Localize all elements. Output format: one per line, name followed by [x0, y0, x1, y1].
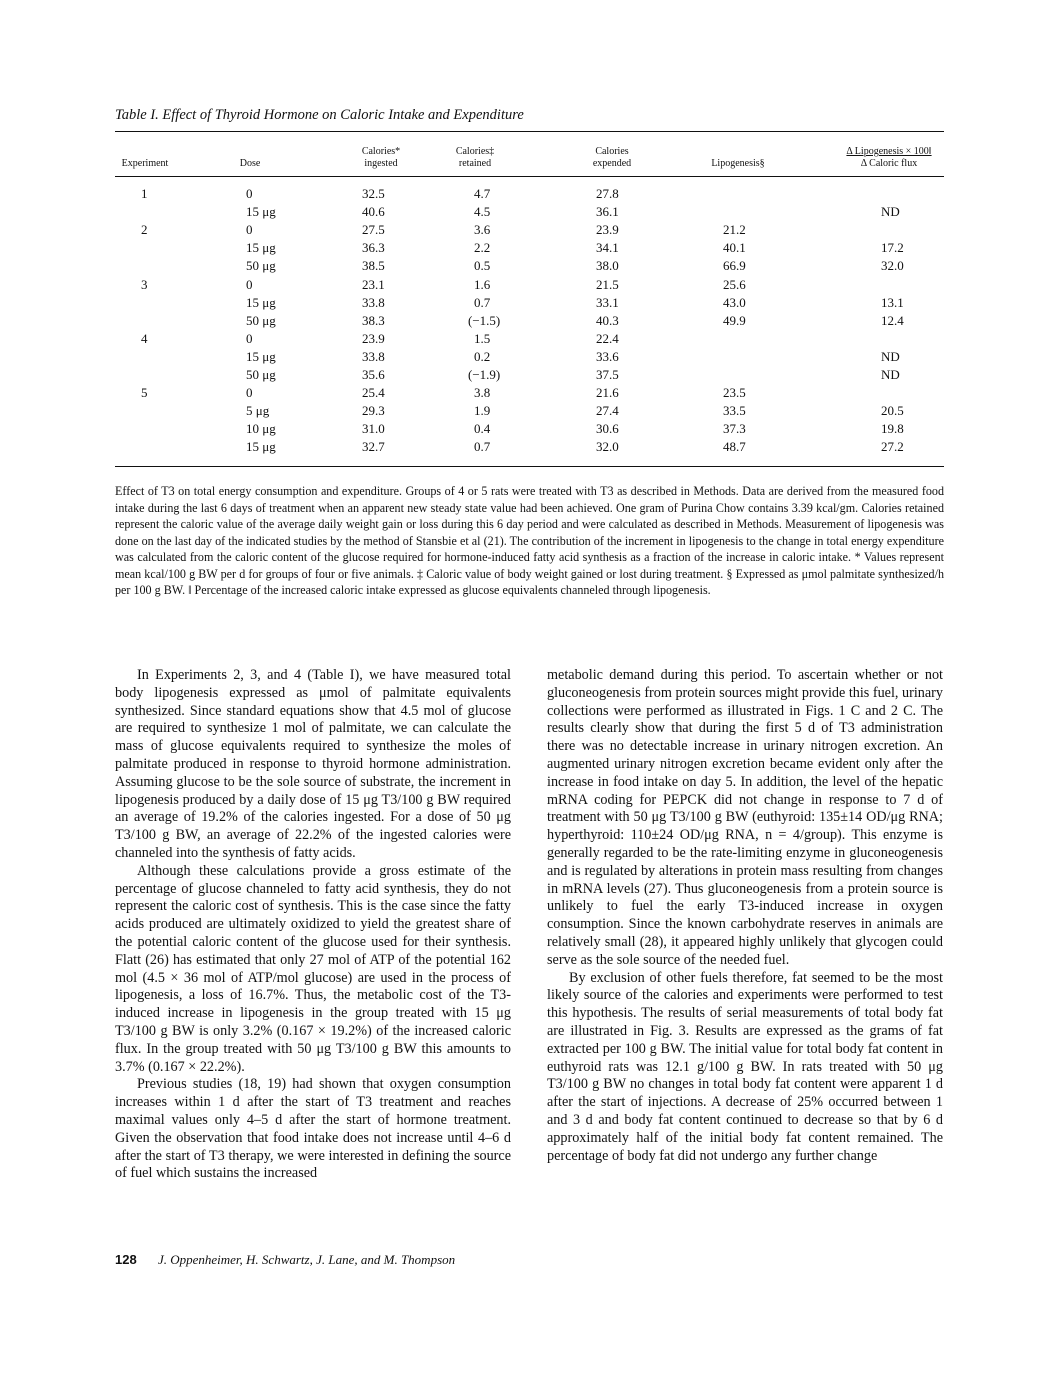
- cell-ingested: 38.3: [362, 312, 385, 328]
- cell-expended: 33.6: [596, 348, 619, 364]
- cell-ratio: 13.1: [881, 294, 904, 310]
- cell-ingested: 27.5: [362, 222, 385, 238]
- cell-dose: 50 μg: [246, 258, 276, 274]
- cell-ratio: 17.2: [881, 240, 904, 256]
- cell-dose: 0: [246, 330, 253, 346]
- cell-expended: 36.1: [596, 204, 619, 220]
- cell-dose: 0: [246, 186, 253, 201]
- cell-retained: 0.5: [474, 258, 491, 274]
- cell-ratio: 27.2: [881, 439, 904, 455]
- cell-dose: 10 μg: [246, 421, 276, 437]
- header-calories-retained-2: retained: [458, 158, 492, 169]
- header-calories-expended-1: Calories: [595, 146, 629, 157]
- cell-expended: 37.5: [596, 367, 619, 382]
- cell-lipogenesis: 37.3: [723, 421, 746, 437]
- cell-retained: 2.2: [474, 240, 491, 256]
- cell-ratio: 32.0: [881, 258, 904, 274]
- body-paragraph: Previous studies (18, 19) had shown that oxygen consumption increases within 1 d after the start of T3 treatment and reaches maximal values only 4–5 d after the start of hormone treatment. Given the observation that food intake does not increase until 4–6 d after the start of T3 therapy, we were interested in defining the source of fuel which sustains the increased: [115, 1076, 511, 1182]
- cell-exp: 3: [141, 276, 148, 292]
- page-footer: [115, 1252, 455, 1268]
- cell-ratio: 20.5: [881, 403, 904, 419]
- cell-dose: 15 μg: [246, 204, 276, 220]
- cell-retained: 1.6: [474, 276, 491, 292]
- table-caption: Effect of T3 on total energy consumption and expenditure. Groups of 4 or 5 rats were treated with T3 as described in Methods. Data are derived from the measured food intake during the last 6 days of treatment when an apparent new steady state value had been achieved. One gram of Purina Chow contains 3.39 kcal/gm. Calories retained represent the caloric value of the average daily weight gain or loss during this 6 day period and were calculated as described in Methods. Measurement of lipogenesis was done on the last day of the indicated studies by the method of Stansbie et al (21). The contribution of the increment in lipogenesis to the change in total energy expenditure was calculated from the caloric content of the glucose required for hormone-induced fatty acid synthesis as a fraction of the increase in caloric intake. * Values represent mean kcal/100 g BW per d for groups of four or five animals. ‡ Caloric value of body weight gained or lost during treatment. § Expressed as μmol palmitate synthesized/h per 100 g BW. ‖ Percentage of the increased caloric intake expressed as glucose equivalents channeled through lipogenesis.: [115, 484, 944, 597]
- cell-ingested: 23.9: [362, 330, 385, 346]
- body-paragraph: In Experiments 2, 3, and 4 (Table I), we have measured total body lipogenesis expressed as μmol of palmitate equivalents synthesized. Since standard equations show that 4.5 mol of glucose are required to synthesize 1 mol of palmitate, we can calculate the mass of glucose equivalents required to synthesize the moles of palmitate produced in response to thyroid hormone administration. Assuming glucose to be the sole source of substrate, the increment in lipogenesis produced by a daily dose of 15 μg T3/100 g BW required an average of 19.2% of the calories ingested. For a dose of 50 μg T3/100 g BW, an average of 22.2% of the ingested calories were channeled into the synthesis of fatty acids.: [115, 667, 511, 861]
- cell-retained: 3.8: [474, 385, 491, 401]
- page-number: 128: [115, 1252, 137, 1267]
- table-bottom-rule: [115, 466, 944, 467]
- cell-exp: 5: [141, 385, 148, 401]
- cell-expended: 21.6: [596, 385, 619, 401]
- cell-ingested: 35.6: [362, 367, 385, 382]
- cell-expended: 22.4: [596, 330, 619, 346]
- header-calories-ingested-1: Calories*: [361, 146, 401, 157]
- footer-authors: J. Oppenheimer, H. Schwartz, J. Lane, and M. Thompson: [157, 1252, 456, 1267]
- cell-retained: 1.5: [474, 330, 491, 346]
- cell-expended: 33.1: [596, 294, 619, 310]
- cell-expended: 30.6: [596, 421, 619, 437]
- table-header-rule: [115, 176, 944, 177]
- cell-ingested: 33.8: [362, 348, 385, 364]
- header-lipogenesis: Lipogenesis§: [711, 158, 765, 169]
- cell-lipogenesis: 66.9: [723, 258, 746, 274]
- header-calories-ingested-2: ingested: [364, 158, 398, 169]
- cell-lipogenesis: 40.1: [723, 240, 746, 256]
- cell-expended: 40.3: [596, 312, 619, 328]
- cell-lipogenesis: 43.0: [723, 294, 746, 310]
- cell-dose: 15 μg: [246, 348, 276, 364]
- cell-ingested: 40.6: [362, 204, 385, 220]
- cell-ingested: 32.5: [362, 186, 385, 201]
- cell-ratio: ND: [881, 204, 900, 220]
- cell-ingested: 32.7: [362, 439, 385, 455]
- cell-retained: (−1.9): [468, 367, 501, 382]
- cell-lipogenesis: 23.5: [723, 385, 746, 401]
- cell-exp: 4: [141, 330, 148, 346]
- header-dose: Dose: [239, 158, 261, 169]
- cell-ratio: ND: [881, 348, 900, 364]
- cell-retained: 4.5: [474, 204, 491, 220]
- cell-lipogenesis: 21.2: [723, 222, 746, 238]
- cell-ratio: ND: [881, 367, 900, 382]
- body-column-right: [547, 667, 943, 1165]
- cell-dose: 15 μg: [246, 294, 276, 310]
- cell-lipogenesis: 25.6: [723, 276, 746, 292]
- cell-retained: 3.6: [474, 222, 491, 238]
- cell-retained: 0.7: [474, 439, 491, 455]
- body-paragraph: By exclusion of other fuels therefore, fat seemed to be the most likely source of the calories and experiments were performed to test this hypothesis. The results of serial measurements of total body fat are illustrated in Fig. 3. Results are expressed as the grams of fat extracted per 100 g BW. The initial value for total body fat content in euthyroid rats was 12.1 g/100 g BW. In rats treated with 50 μg T3/100 g BW no changes in total body fat content were apparent 1 d after the start of injections. A decrease of 25% occurred between 1 and 3 d and body fat content continued to decrease so that by 6 d approximately half of the initial body fat content remained. The percentage of body fat did not undergo any further change: [547, 969, 943, 1164]
- header-ratio-numerator: Δ Lipogenesis × 100‖: [846, 146, 932, 157]
- cell-expended: 27.4: [596, 403, 619, 419]
- cell-ratio: 19.8: [881, 421, 904, 437]
- cell-ingested: 23.1: [362, 276, 385, 292]
- cell-retained: 0.4: [474, 421, 491, 437]
- header-ratio-denominator: Δ Caloric flux: [860, 158, 918, 169]
- cell-retained: 0.2: [474, 348, 491, 364]
- cell-expended: 23.9: [596, 222, 619, 238]
- cell-lipogenesis: 33.5: [723, 403, 746, 419]
- header-experiment: Experiment: [121, 158, 169, 169]
- cell-exp: 1: [141, 186, 148, 201]
- cell-expended: 27.8: [596, 186, 619, 201]
- cell-ingested: 25.4: [362, 385, 385, 401]
- cell-ingested: 38.5: [362, 258, 385, 274]
- body-paragraph: metabolic demand during this period. To ascertain whether or not gluconeogenesis from protein sources might provide this fuel, urinary collections were performed as illustrated in Figs. 1 C and 2 C. The results clearly show that during the first 5 d of T3 administration there was no detectable increase in urinary nitrogen excretion. An augmented urinary nitrogen excretion became evident only after the increase in food intake on day 5. In addition, the level of the hepatic mRNA coding for PEPCK did not change in response to 7 d of treatment with 50 μg T3/100 g BW (euthyroid: 135±14 OD/μg RNA; hyperthyroid: 110±24 OD/μg RNA, n = 4/group). This enzyme is generally regarded to be the rate-limiting enzyme in gluconeogenesis and is regulated by alterations in protein mass resulting from changes in mRNA levels (27). Thus gluconeogenesis from a protein source is unlikely to fuel the early T3-induced increase in oxygen consumption. Since the known carbohydrate reserves in animals are relatively small (28), it appeared highly unlikely that glycogen could serve as the sole source of the needed fuel.: [547, 667, 943, 968]
- cell-dose: 15 μg: [246, 240, 276, 256]
- header-calories-retained-1: Calories‡: [455, 146, 495, 157]
- cell-ingested: 33.8: [362, 294, 385, 310]
- cell-ratio: 12.4: [881, 312, 904, 328]
- cell-retained: 4.7: [474, 186, 491, 201]
- cell-ingested: 29.3: [362, 403, 385, 419]
- cell-ingested: 31.0: [362, 421, 385, 437]
- table-top-rule: [115, 131, 944, 132]
- cell-dose: 0: [246, 385, 253, 401]
- cell-dose: 0: [246, 276, 253, 292]
- cell-expended: 34.1: [596, 240, 619, 256]
- cell-exp: 2: [141, 222, 148, 238]
- cell-dose: 50 μg: [246, 367, 276, 382]
- table-title: Table I. Effect of Thyroid Hormone on Caloric Intake and Expenditure: [115, 107, 524, 123]
- cell-ingested: 36.3: [362, 240, 385, 256]
- cell-dose: 50 μg: [246, 312, 276, 328]
- cell-expended: 21.5: [596, 276, 619, 292]
- cell-lipogenesis: 48.7: [723, 439, 746, 455]
- body-column-left: [115, 667, 511, 1183]
- cell-dose: 0: [246, 222, 253, 238]
- header-calories-expended-2: expended: [592, 158, 632, 169]
- cell-retained: 1.9: [474, 403, 491, 419]
- cell-retained: 0.7: [474, 294, 491, 310]
- cell-expended: 38.0: [596, 258, 619, 274]
- cell-expended: 32.0: [596, 439, 619, 455]
- body-paragraph: Although these calculations provide a gross estimate of the percentage of glucose channeled to fatty acid synthesis, they do not represent the caloric cost of synthesis. This is the case since the fatty acids produced are ultimately oxidized to yield the greatest share of the potential caloric content of the glucose used for their synthesis. Flatt (26) has estimated that only 27 mol of ATP of the potential 162 mol (4.5 × 36 mol of ATP/mol glucose) are used in the process of lipogenesis, a loss of 16.7%. Thus, the metabolic cost of the T3-induced increase in lipogenesis in the group treated with 15 μg T3/100 g BW is only 3.2% (0.167 × 19.2%) of the increased caloric flux. In the group treated with 50 μg T3/100 g BW this amounts to 3.7% (0.167 × 22.2%).: [115, 862, 511, 1075]
- cell-dose: 5 μg: [246, 403, 270, 419]
- cell-retained: (−1.5): [468, 312, 501, 328]
- cell-dose: 15 μg: [246, 439, 276, 455]
- cell-lipogenesis: 49.9: [723, 312, 746, 328]
